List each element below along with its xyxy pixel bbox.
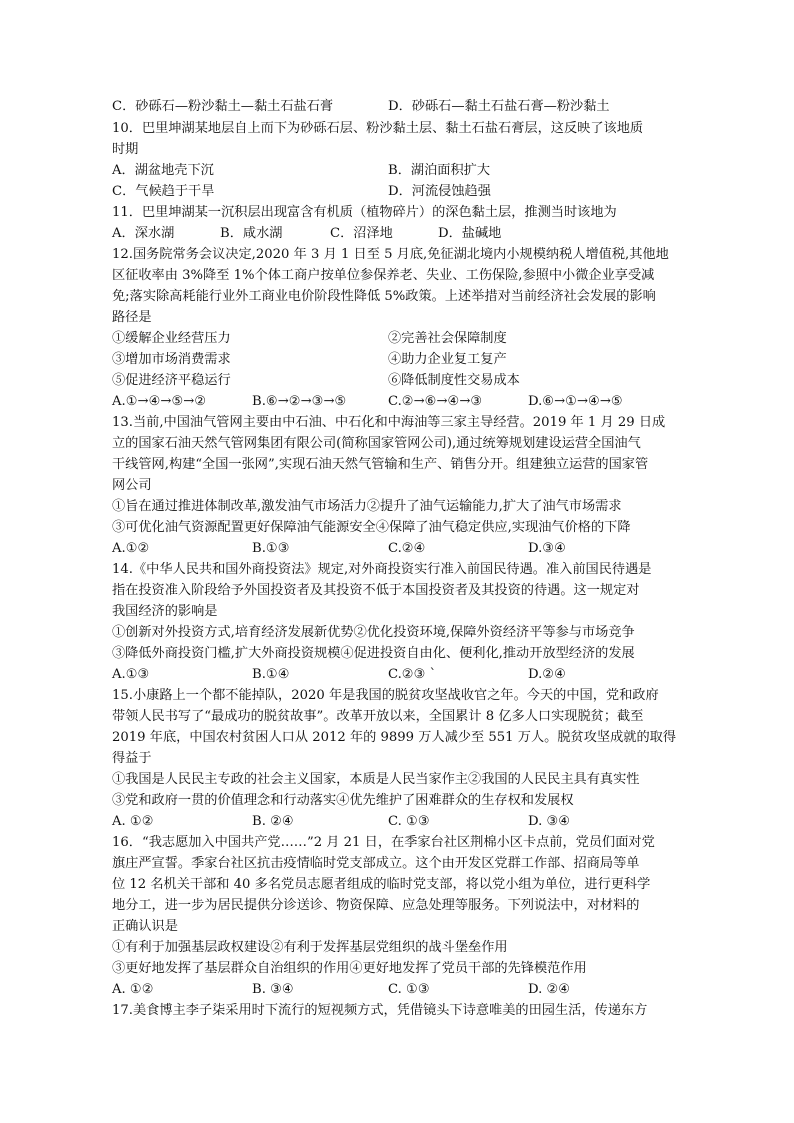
- text-line: 12.国务院常务会议决定,2020 年 3 月 1 日至 5 月底,免征湖北境内小规模纳税人增值税,其他地: [112, 247, 669, 262]
- text-line: 13.当前,中国油气管网主要由中石油、中石化和中海油等三家主导经营。2019 年 1 月 29 日成: [112, 415, 666, 430]
- text-line: ③降低外商投资门槛,扩大外商投资规模④促进投资自由化、便利化,推动开放型经济的发展: [112, 646, 635, 661]
- answer-choice: C.②④: [388, 541, 426, 556]
- text-line: ①创新对外投资方式,培育经济发展新优势②优化投资环境,保障外资经济平等参与市场竞争: [112, 625, 635, 640]
- answer-choice: A．深水湖: [112, 226, 175, 241]
- option-left: ③增加市场消费需求: [112, 352, 231, 367]
- text-line: 我国经济的影响是: [112, 604, 218, 619]
- option-left: C．气候趋于干旱: [112, 184, 215, 199]
- answer-choice: B.①④: [252, 667, 290, 682]
- text-line: 17.美食博主李子柒采用时下流行的短视频方式，凭借镜头下诗意唯美的田园生活，传递东方: [112, 1003, 648, 1018]
- text-line: ③可优化油气资源配置更好保障油气能源安全④保障了油气稳定供应,实现油气价格的下降: [112, 520, 631, 535]
- option-right: ⑥降低制度性交易成本: [388, 373, 520, 388]
- answer-choice: B．咸水湖: [220, 226, 283, 241]
- answer-choice: C. ①③: [388, 982, 430, 997]
- text-line: 15.小康路上一个都不能掉队，2020 年是我国的脱贫攻坚战收官之年。今天的中国，党和政府: [112, 688, 659, 703]
- answer-choice: D.②④: [528, 667, 566, 682]
- text-line: ①旨在通过推进体制改革,激发油气市场活力②提升了油气运输能力,扩大了油气市场需求: [112, 499, 622, 514]
- text-line: 正确认识是: [112, 919, 178, 934]
- text-line: 带领人民书写了“最成功的脱贫故事”。改革开放以来，全国累计 8 亿多人口实现脱贫；截至: [112, 709, 644, 724]
- text-line: 16．“我志愿加入中国共产党……”2 月 21 日，在季家台社区荆棉小区卡点前，党员们面对党: [112, 835, 655, 850]
- answer-choice: B. ③④: [252, 982, 294, 997]
- option-left: ⑤促进经济平稳运行: [112, 373, 231, 388]
- option-left: A．湖盆地壳下沉: [112, 163, 214, 178]
- text-line: ③党和政府一贯的价值理念和行动落实④优先维护了困难群众的生存权和发展权: [112, 793, 574, 808]
- answer-choice: D. ③④: [528, 814, 571, 829]
- answer-choice: D.③④: [528, 541, 566, 556]
- option-right: B．湖泊面积扩大: [388, 163, 491, 178]
- option-right: D．河流侵蚀趋强: [388, 184, 491, 199]
- answer-choice: C．沼泽地: [330, 226, 393, 241]
- option-left: ①缓解企业经营压力: [112, 331, 231, 346]
- text-line: 路径是: [112, 310, 152, 325]
- text-line: 时期: [112, 142, 139, 157]
- text-line: 14.《中华人民共和国外商投资法》规定,对外商投资实行准入前国民待遇。准入前国民待遇是: [112, 562, 652, 577]
- option-right: ②完善社会保障制度: [388, 331, 507, 346]
- answer-choice: C. ①③: [388, 814, 430, 829]
- text-line: 旗庄严宣誓。季家台社区抗击疫情临时党支部成立。这个由开发区党群工作部、招商局等单: [112, 856, 640, 871]
- option-right: ④助力企业复工复产: [388, 352, 507, 367]
- text-line: 得益于: [112, 751, 152, 766]
- answer-choice: C.②③ `: [388, 667, 437, 682]
- answer-choice: D. ②④: [528, 982, 571, 997]
- answer-choice: C.②→⑥→④→③: [388, 394, 483, 409]
- text-line: ①我国是人民民主专政的社会主义国家，本质是人民当家作主②我国的人民民主具有真实性: [112, 772, 640, 787]
- text-line: 区征收率由 3%降至 1%个体工商户按单位参保养老、失业、工伤保险,参照中小微企业享受减: [112, 268, 655, 283]
- text-line: 立的国家石油天然气管网集团有限公司(简称国家管网公司),通过统筹规划建设运营全国油气: [112, 436, 641, 451]
- answer-choice: D.⑥→①→④→⑤: [528, 394, 623, 409]
- text-line: ①有利于加强基层政权建设②有利于发挥基层党组织的战斗堡垒作用: [112, 940, 508, 955]
- text-line: ③更好地发挥了基层群众自治组织的作用④更好地发挥了党员干部的先锋模范作用: [112, 961, 587, 976]
- answer-choice: B.⑥→②→③→⑤: [252, 394, 347, 409]
- answer-choice: B. ②④: [252, 814, 294, 829]
- option-right: D．砂砾石—黏土石盐石膏—粉沙黏土: [388, 99, 610, 114]
- text-line: 2019 年底，中国农村贫困人口从 2012 年的 9899 万人减少至 551 万人。脱贫攻坚成就的取得: [112, 730, 677, 745]
- answer-choice: A.①③: [112, 667, 150, 682]
- answer-choice: A. ①②: [112, 982, 154, 997]
- text-line: 干线管网,构建“全国一张网”,实现石油天然气管输和生产、销售分开。组建独立运营的国家管: [112, 457, 649, 472]
- text-line: 指在投资准入阶段给予外国投资者及其投资不低于本国投资者及其投资的待遇。这一规定对: [112, 583, 640, 598]
- answer-choice: A.①→④→⑤→②: [112, 394, 207, 409]
- text-line: 10．巴里坤湖某地层自上而下为砂砾石层、粉沙黏土层、黏土石盐石膏层，这反映了该地质: [112, 121, 644, 136]
- answer-choice: A. ①②: [112, 814, 154, 829]
- answer-choice: A.①②: [112, 541, 150, 556]
- text-line: 11．巴里坤湖某一沉积层出现富含有机质（植物碎片）的深色黏土层，推测当时该地为: [112, 205, 617, 220]
- text-line: 网公司: [112, 478, 152, 493]
- answer-choice: D．盐碱地: [438, 226, 502, 241]
- text-line: 免;落实除高耗能行业外工商业电价阶段性降低 5%政策。上述举措对当前经济社会发展的影响: [112, 289, 656, 304]
- option-left: C．砂砾石—粉沙黏土—黏土石盐石膏: [112, 99, 334, 114]
- text-line: 地分工，进一步为居民提供分诊送诊、物资保障、应急处理等服务。下列说法中，对材料的: [112, 898, 640, 913]
- answer-choice: B.①③: [252, 541, 290, 556]
- text-line: 位 12 名机关干部和 40 多名党员志愿者组成的临时党支部，将以党小组为单位，进行更科学: [112, 877, 651, 892]
